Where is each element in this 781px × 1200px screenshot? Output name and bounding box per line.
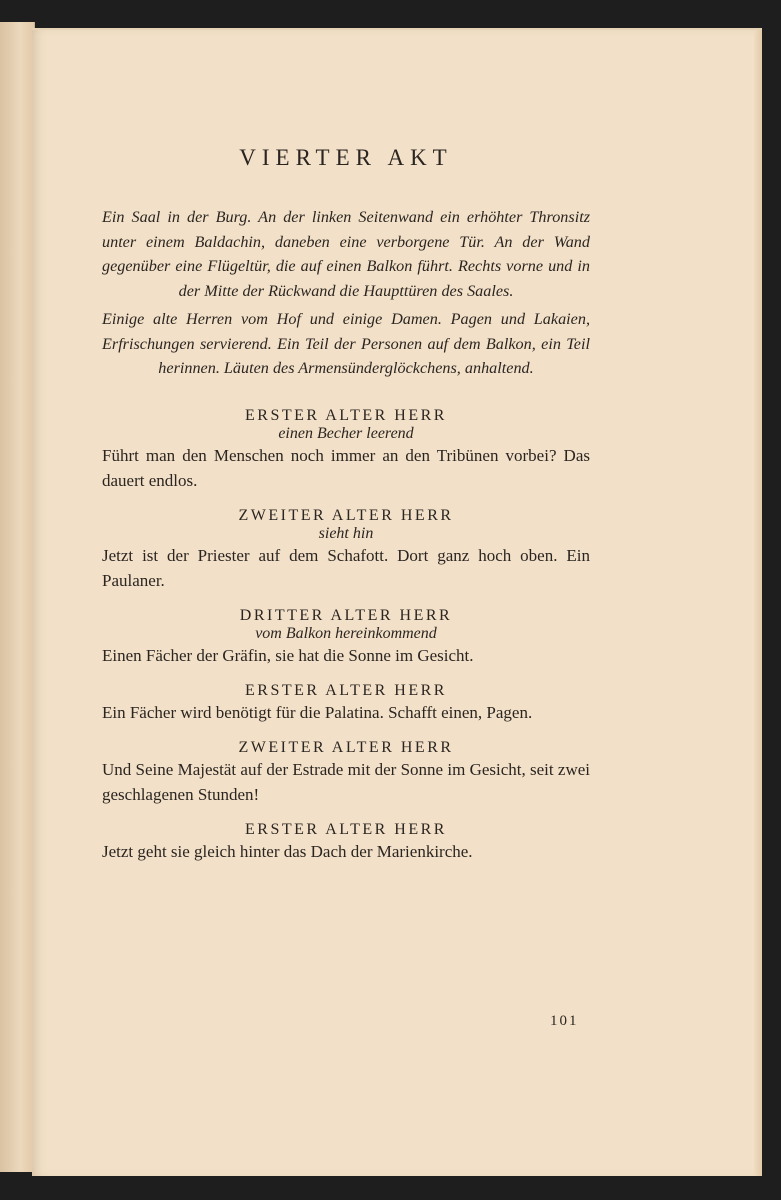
page-number: 101 xyxy=(550,1013,579,1029)
previous-page-edge xyxy=(0,22,35,1172)
speaker-name: ERSTER ALTER HERR xyxy=(245,820,447,838)
page-stack-edge xyxy=(754,30,762,1176)
speaker-name: DRITTER ALTER HERR xyxy=(239,606,453,624)
stage-direction: Einige alte Herren vom Hof und einige Damen. Pagen und Lakaien, Erfrischungen servierend. Ein Teil der Personen auf dem Balkon, ein Teil herinnen. Läuten des Armensünderglöckchens, anhaltend. xyxy=(102,310,590,377)
book-page xyxy=(32,28,762,1176)
dialogue-entry xyxy=(102,739,590,807)
dialogue-line: Und Seine Majestät auf der Estrade mit der Sonne im Gesicht, seit zwei geschlagenen Stunden! xyxy=(102,759,590,804)
dialogue-entry xyxy=(102,507,590,593)
page-content xyxy=(102,145,590,864)
dialogue-entry xyxy=(102,407,590,493)
speaker-direction: einen Becher leerend xyxy=(278,424,414,442)
dialogue-block xyxy=(102,407,590,864)
speaker-direction: vom Balkon hereinkommend xyxy=(255,624,437,642)
dialogue-line: Jetzt ist der Priester auf dem Schafott. Dort ganz hoch oben. Ein Paulaner. xyxy=(102,545,590,590)
dialogue-entry xyxy=(102,682,590,725)
dialogue-line: Ein Fächer wird benötigt für die Palatina. Schafft einen, Pagen. xyxy=(102,702,533,722)
act-title: VIERTER AKT xyxy=(239,145,453,170)
speaker-direction: sieht hin xyxy=(318,524,374,542)
speaker-name: ERSTER ALTER HERR xyxy=(245,681,447,699)
speaker-name: ZWEITER ALTER HERR xyxy=(238,506,454,524)
dialogue-line: Führt man den Menschen noch immer an den Tribünen vorbei? Das dauert endlos. xyxy=(102,445,590,490)
stage-directions xyxy=(102,205,590,381)
speaker-name: ERSTER ALTER HERR xyxy=(245,406,447,424)
dialogue-entry xyxy=(102,821,590,864)
stage-direction: Ein Saal in der Burg. An der linken Seitenwand ein erhöhter Thronsitz unter einem Baldachin, daneben eine verborgene Tür. An der Wand gegenüber eine Flügeltür, die auf einen Balkon führt. Rechts vorne und in der Mitte der Rückwand die Haupttüren des Saales. xyxy=(102,208,590,300)
speaker-name: ZWEITER ALTER HERR xyxy=(238,738,454,756)
dialogue-line: Jetzt geht sie gleich hinter das Dach der Marienkirche. xyxy=(102,841,473,861)
dialogue-entry xyxy=(102,607,590,668)
dialogue-line: Einen Fächer der Gräfin, sie hat die Sonne im Gesicht. xyxy=(102,645,474,665)
